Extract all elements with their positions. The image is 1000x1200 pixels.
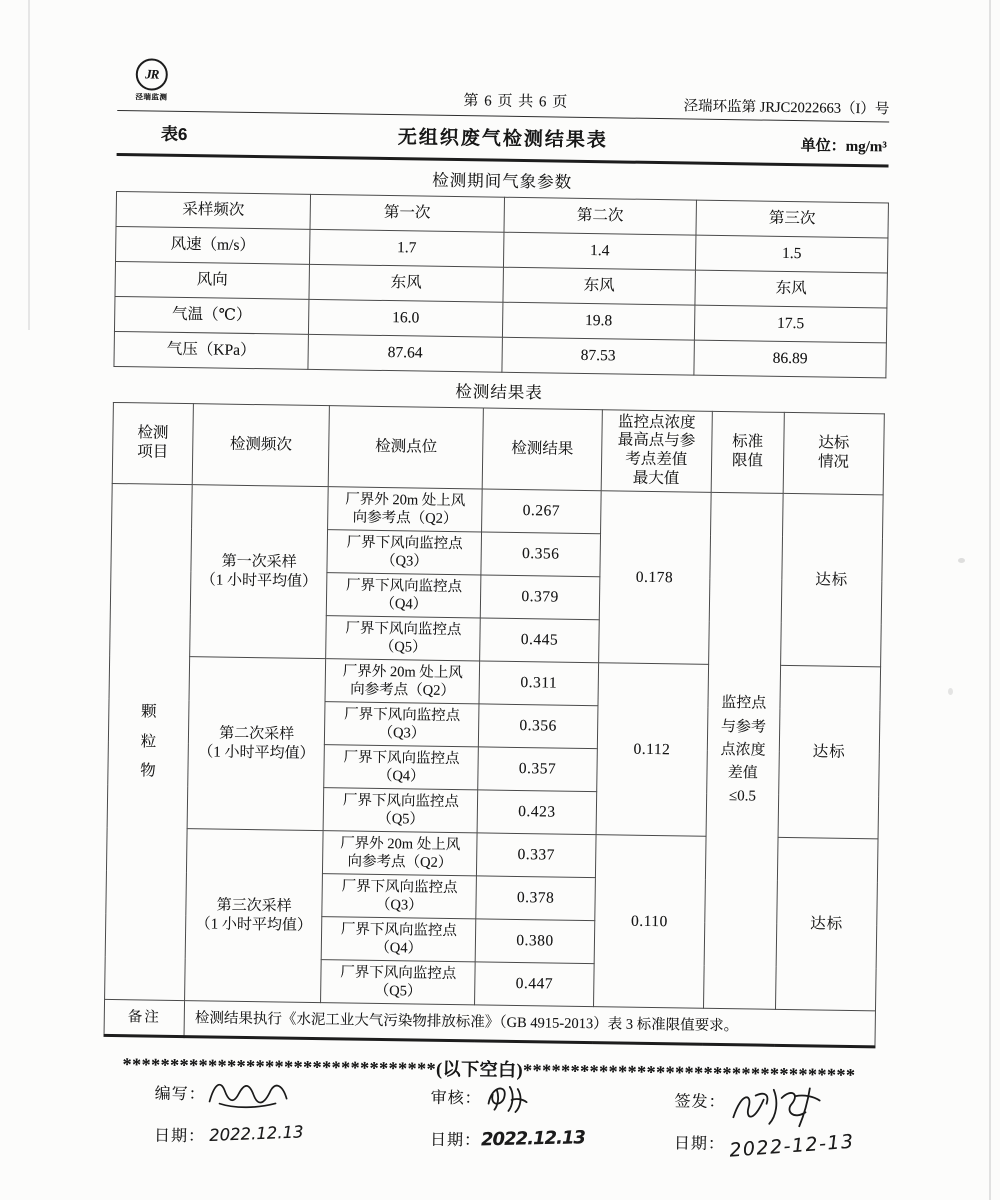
weather-header-cell: 第三次 <box>696 200 888 238</box>
result-cell: 0.267 <box>482 489 601 534</box>
weather-value: 1.5 <box>695 235 887 273</box>
page-title: 无组织废气检测结果表 <box>397 127 609 152</box>
result-cell: 0.380 <box>476 919 595 964</box>
reviewer-label: 审核： <box>430 1089 482 1108</box>
results-header-item: 检测 项目 <box>112 402 193 484</box>
remark-text-cell: 检测结果执行《水泥工业大气污染物排放标准》（GB 4915-2013）表 3 标准限值要求。 <box>184 1001 875 1047</box>
weather-value: 东风 <box>695 270 887 308</box>
reviewer-signature-scribble <box>481 1080 534 1119</box>
page-content <box>102 60 890 1171</box>
weather-value: 东风 <box>309 264 503 302</box>
results-section-title: 检测结果表 <box>455 382 544 403</box>
blank-space-marker: *********************************(以下空白)*********************************** <box>122 1054 856 1086</box>
location-cell: 厂界下风向监控点 （Q3） <box>322 874 477 919</box>
weather-param-label: 风向 <box>115 261 309 299</box>
scan-artifact-line <box>28 0 30 330</box>
handwritten-date: 2022.12.13 <box>208 1122 304 1145</box>
result-cell: 0.337 <box>477 833 596 878</box>
max-diff-cell: 0.110 <box>593 835 706 1009</box>
remark-label-cell: 备注 <box>104 999 185 1036</box>
weather-section-title: 检测期间气象参数 <box>432 170 573 192</box>
reviewer-date-block <box>430 1127 585 1152</box>
frequency-cell: 第二次采样 （1 小时平均值） <box>187 657 326 831</box>
scan-artifact-line <box>989 0 991 1200</box>
weather-param-label: 气温（℃） <box>114 296 308 334</box>
result-cell: 0.356 <box>481 532 600 577</box>
result-cell: 0.378 <box>476 876 595 921</box>
weather-value: 1.4 <box>503 232 695 270</box>
location-cell: 厂界下风向监控点 （Q5） <box>323 788 478 833</box>
handwritten-date: 2022.12.13 <box>480 1127 586 1151</box>
table-row <box>112 402 884 494</box>
location-cell: 厂界下风向监控点 （Q4） <box>321 917 476 962</box>
weather-value: 19.8 <box>502 302 694 340</box>
result-cell: 0.311 <box>479 661 598 706</box>
results-header-compliance: 达标 情况 <box>783 412 884 494</box>
weather-header-cell: 采样频次 <box>116 191 310 229</box>
results-header-maxdiff: 监控点浓度 最高点与参 考点差值 最大值 <box>601 410 712 493</box>
location-cell: 厂界下风向监控点 （Q3） <box>325 702 480 747</box>
result-cell: 0.356 <box>479 704 598 749</box>
pollutant-item-cell: 颗 粒 物 <box>105 483 193 1000</box>
weather-header-cell: 第一次 <box>310 194 504 232</box>
weather-value: 东风 <box>503 267 695 305</box>
writer-label: 编写： <box>154 1085 206 1104</box>
weather-value: 87.64 <box>308 334 502 372</box>
results-header-standard: 标准 限值 <box>711 411 784 493</box>
compliance-cell: 达标 <box>778 665 881 838</box>
max-diff-cell: 0.112 <box>596 663 709 837</box>
frequency-cell: 第一次采样 （1 小时平均值） <box>190 485 329 659</box>
unit-label: 单位：mg/m³ <box>800 138 887 156</box>
compliance-cell: 达标 <box>775 837 878 1010</box>
result-cell: 0.445 <box>480 618 599 663</box>
issuer-date-block <box>673 1130 856 1162</box>
date-label: 日期： <box>153 1127 206 1146</box>
result-cell: 0.447 <box>475 962 594 1007</box>
location-cell: 厂界外 20m 处上风 向参考点（Q2） <box>328 487 483 532</box>
company-logo <box>129 58 174 103</box>
weather-param-label: 气压（KPa） <box>114 331 308 369</box>
location-cell: 厂界下风向监控点 （Q3） <box>327 530 482 575</box>
weather-value: 86.89 <box>694 340 886 378</box>
issuer-label: 签发： <box>674 1093 726 1112</box>
logo-monogram: JR <box>145 66 159 82</box>
weather-value: 1.7 <box>309 229 503 267</box>
weather-header-cell: 第二次 <box>504 197 696 235</box>
results-header-result: 检测结果 <box>483 408 602 491</box>
location-cell: 厂界外 20m 处上风 向参考点（Q2） <box>323 831 478 876</box>
frequency-cell: 第三次采样 （1 小时平均值） <box>185 829 324 1003</box>
date-label: 日期： <box>673 1135 726 1154</box>
result-cell: 0.357 <box>478 747 597 792</box>
weather-value: 16.0 <box>308 299 502 337</box>
issuer-signature-block <box>674 1088 826 1130</box>
location-cell: 厂界下风向监控点 （Q4） <box>327 573 482 618</box>
report-number: 泾瑞环监第 JRJC2022663（I）号 <box>683 98 890 118</box>
results-header-location: 检测点位 <box>328 406 483 489</box>
issuer-signature-scribble <box>725 1083 826 1130</box>
table-label: 表6 <box>160 124 188 145</box>
logo-caption: 泾瑞监测 <box>135 92 168 102</box>
compliance-cell: 达标 <box>780 493 883 666</box>
standard-limit-cell: 监控点 与参考 点浓度 差值 ≤0.5 <box>703 492 783 1009</box>
results-table <box>104 402 885 1048</box>
reviewer-signature-block <box>430 1085 533 1119</box>
result-cell: 0.423 <box>478 790 597 835</box>
writer-signature-block <box>154 1081 291 1115</box>
weather-param-label: 风速（m/s） <box>116 226 310 264</box>
results-header-frequency: 检测频次 <box>192 404 329 487</box>
location-cell: 厂界下风向监控点 （Q5） <box>321 960 476 1005</box>
max-diff-cell: 0.178 <box>598 491 711 665</box>
weather-value: 87.53 <box>502 337 694 375</box>
scan-smudge <box>948 688 953 695</box>
page-number: 第 6 页 共 6 页 <box>463 93 569 111</box>
writer-signature-scribble <box>205 1075 292 1114</box>
handwritten-date: 2022-12-13 <box>728 1130 856 1162</box>
result-cell: 0.379 <box>481 575 600 620</box>
scan-smudge <box>958 558 965 563</box>
writer-date-block <box>154 1123 304 1148</box>
location-cell: 厂界下风向监控点 （Q4） <box>324 745 479 790</box>
weather-value: 17.5 <box>694 305 886 343</box>
location-cell: 厂界外 20m 处上风 向参考点（Q2） <box>325 659 480 704</box>
location-cell: 厂界下风向监控点 （Q5） <box>326 616 481 661</box>
date-label: 日期： <box>429 1131 482 1150</box>
logo-jr-icon <box>136 58 168 90</box>
weather-table <box>113 191 889 378</box>
